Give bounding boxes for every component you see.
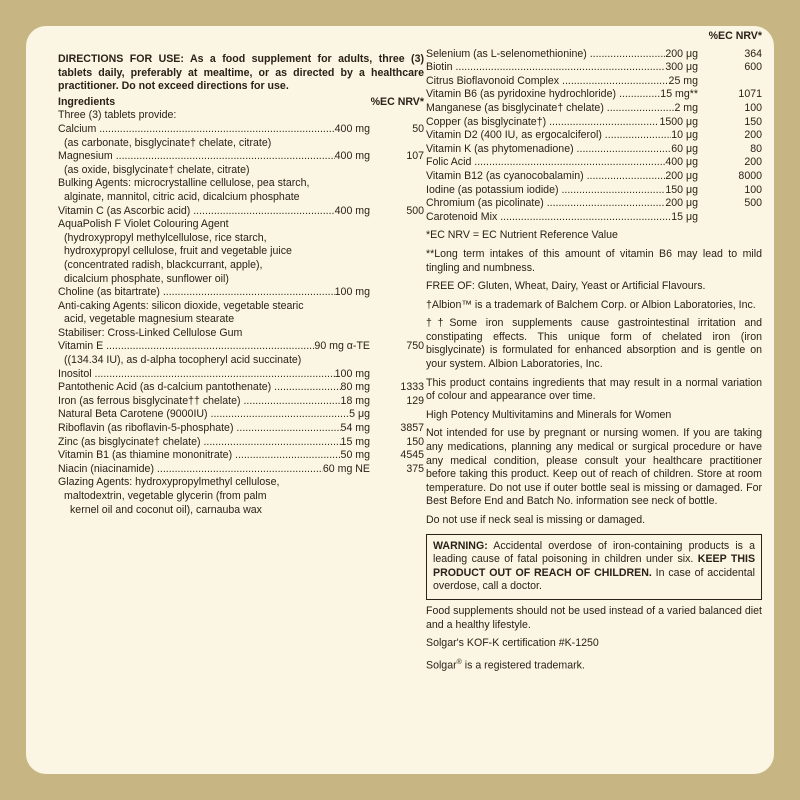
left-column [58,53,424,517]
ingredient-row-magnesium: Magnesium ..... 400 mg 107 [58,150,424,164]
kof-k-certification: Solgar's KOF-K certification #K-1250 [426,637,599,650]
ingredient-row-vitamin-b1: Vitamin B1 (as thiamine mononitrate) ..... 50 mg 4545 [58,449,424,463]
three-tablets-provide: Three (3) tablets provide: [58,109,177,122]
ingredient-row-zinc: Zinc (as bisglycinate† chelate) ..... 15 mg 150 [58,436,424,450]
ingredient-amt: 150 μg [665,183,698,196]
right-ingredient-row [426,88,762,102]
ingredient-nrv: 80 [750,142,762,155]
vitamin-b6-footnote: **Long term intakes of this amount of vitamin B6 may lead to mild tingling and numbness. [426,247,762,274]
aquapolish-line-5: dicalcium phosphate, sunflower oil) [64,272,229,285]
right-ingredient-row [426,197,762,211]
ingredient-name: Carotenoid Mix ..... [426,211,671,225]
right-column [426,30,762,673]
ingredient-name: Selenium (as L-selenomethionine) ..... [426,48,665,62]
iron-warning-box [426,534,762,600]
ingredient-nrv: 100 [744,101,762,114]
ingredient-amt: 15 μg [671,210,698,223]
ingredients-header-row [58,96,424,110]
ingredient-nrv: 200 [744,129,762,142]
aquapolish-line-3: hydroxypropyl cellulose, fruit and vegetable juice [64,245,292,258]
ingredient-amt: 200 μg [665,47,698,60]
right-ingredient-row [426,61,762,75]
iron-footnote: ††Some iron supplements cause gastrointestinal irritation and constipating effects. This unique form of chelated iron (iron bisglycinate) is formulated for enhanced absorption and is gentle on your system. Albion Laboratories, Inc. [426,317,762,371]
ingredient-row-vitamin-c: Vitamin C (as Ascorbic acid) ..... 400 mg 500 [58,205,424,219]
ingredient-row-pantothenic-acid: Pantothenic Acid (as d-calcium pantothenate) ..... 80 mg 1333 [58,381,424,395]
right-ingredient-row [426,211,762,225]
ingredient-amt: 1500 μg [659,115,698,128]
warning-label: WARNING: [433,539,488,552]
solgar-trademark-note [426,656,762,673]
aquapolish-line-1: AquaPolish F Violet Colouring Agent [58,218,229,231]
ingredient-amt: 15 mg** [660,88,698,101]
anti-caking-line-2: acid, vegetable magnesium stearate [64,313,235,326]
directions-for-use: DIRECTIONS FOR USE: As a food supplement for adults, three (3) tablets daily, preferably at mealtime, or as directed by a healthcare practitioner. Do not exceed directions for use. [58,53,424,93]
bulking-agents-line-1: Bulking Agents: microcrystalline cellulose, pea starch, [58,177,310,190]
ingredient-amt: 25 mg [668,74,698,87]
ingredient-name: Copper (as bisglycinate†) ..... [426,116,659,130]
warning-keep-out-of-reach: KEEP THIS PRODUCT OUT OF REACH OF CHILDREN. [433,553,756,579]
ingredient-name: Chromium (as picolinate) ..... [426,197,665,211]
aquapolish-line-2: (hydroxypropyl methylcellulose, rice starch, [64,231,267,244]
ingredient-nrv: 1071 [738,88,762,101]
anti-caking-line-1: Anti-caking Agents: silicon dioxide, vegetable stearic [58,299,304,312]
ingredient-name: Vitamin B6 (as pyridoxine hydrochloride) ..... [426,88,660,102]
nrv-footnote: *EC NRV = EC Nutrient Reference Value [426,229,618,242]
ingredient-row-vitamin-e: Vitamin E ..... 90 mg α-TE 750 [58,340,424,354]
ingredient-name: Manganese (as bisglycinate† chelate) ..... [426,102,674,116]
right-ingredient-row [426,184,762,198]
right-ingredient-row [426,48,762,62]
ingredient-row-inositol: Inositol ..... 100 mg [58,368,424,382]
supplement-label-panel [26,26,774,774]
ingredient-amt: 200 μg [665,197,698,210]
nrv-header: %EC NRV* [370,95,424,108]
ingredient-row-beta-carotene: Natural Beta Carotene (9000IU) ..... 5 μg [58,408,424,422]
product-name: High Potency Multivitamins and Minerals for Women [426,408,672,421]
ingredient-nrv: 600 [744,61,762,74]
ingredient-row-niacin: Niacin (niacinamide) ..... 60 mg NE 375 [58,463,424,477]
ingredient-name: Biotin ..... [426,61,665,75]
ingredient-name: Folic Acid ..... [426,156,665,170]
glazing-agents-line-2: maltodextrin, vegetable glycerin (from palm [64,490,267,502]
neck-seal-note: Do not use if neck seal is missing or damaged. [426,514,646,526]
ingredient-amt: 2 mg [674,101,698,114]
right-nrv-header: %EC NRV* [708,30,762,42]
ingredient-nrv: 200 [744,156,762,169]
right-ingredient-row [426,143,762,157]
ingredient-nrv: 100 [744,183,762,196]
ingredient-amt: 10 μg [671,129,698,142]
right-ingredient-row [426,129,762,143]
solgar-brand: Solgar [426,659,457,672]
ingredient-row-choline: Choline (as bitartrate) ..... 100 mg [58,286,424,300]
warning-text-2: In case of accidental overdose, call a doctor. [433,566,755,593]
ingredient-nrv: 500 [744,197,762,210]
calcium-sources: (as carbonate, bisglycinate† chelate, citrate) [64,136,272,149]
ingredient-nrv: 364 [744,47,762,60]
right-ingredient-row [426,170,762,184]
vitamin-e-sources: ((134.34 IU), as d-alpha tocopheryl acid succinate) [64,354,302,367]
ingredient-name: Iodine (as potassium iodide) ..... [426,184,665,198]
ingredient-name: Vitamin B12 (as cyanocobalamin) ..... [426,170,665,184]
ingredient-name: Vitamin K (as phytomenadione) ..... [426,143,671,157]
ingredient-amt: 200 μg [665,169,698,182]
ingredient-name: Citrus Bioflavonoid Complex ..... [426,75,669,89]
ingredient-row-calcium: Calcium ..... 400 mg 50 [58,123,424,137]
right-ingredient-row [426,102,762,116]
ingredient-nrv: 150 [744,115,762,128]
aquapolish-line-4: (concentrated radish, blackcurrant, apple), [64,258,263,271]
right-ingredient-row [426,156,762,170]
food-supplement-note: Food supplements should not be used instead of a varied balanced diet and a healthy lifestyle. [426,604,762,631]
ingredient-row-iron: Iron (as ferrous bisglycinate†† chelate) ..... 18 mg 129 [58,395,424,409]
warning-text-1: Accidental overdose of iron-containing products is a leading cause of fatal poisoning in children under six. [433,539,755,566]
ingredient-amt: 300 μg [665,61,698,74]
ingredient-amt: 400 μg [665,156,698,169]
free-of-statement: FREE OF: Gluten, Wheat, Dairy, Yeast or Artificial Flavours. [426,280,706,293]
right-ingredient-row [426,75,762,89]
solgar-trademark-text: is a registered trademark. [461,659,585,672]
glazing-agents-line-3: kernel oil and coconut oil), carnauba wax [70,503,262,516]
stabiliser: Stabiliser: Cross-Linked Cellulose Gum [58,326,243,339]
colour-variation-note: This product contains ingredients that may result in a normal variation of colour and appearance over time. [426,376,762,403]
albion-trademark-note: †Albion™ is a trademark of Balchem Corp. or Albion Laboratories, Inc. [426,298,756,311]
ingredient-amt: 60 μg [671,142,698,155]
glazing-agents-line-1: Glazing Agents: hydroxypropylmethyl cellulose, [58,476,280,489]
right-ingredient-list [426,48,762,225]
registered-mark: ® [456,658,462,666]
right-ingredient-row [426,116,762,130]
usage-cautions: Not intended for use by pregnant or nursing women. If you are taking any medications, planning any medical or surgical procedure or have any medical condition, please consult your healthcare practitioner before taking this product. Keep out of reach of children. Store at room temperature. Do not use if outer bottle seal is missing or damaged. For Best Before End and Batch No. information see neck of bottle. [426,427,762,508]
bulking-agents-line-2: alginate, mannitol, citric acid, dicalcium phosphate [64,190,300,203]
ingredient-nrv: 8000 [738,169,762,182]
ingredient-name: Vitamin D2 (400 IU, as ergocalciferol) ..... [426,129,671,143]
ingredient-row-riboflavin: Riboflavin (as riboflavin-5-phosphate) ..... 54 mg 3857 [58,422,424,436]
ingredients-header: Ingredients [58,95,116,108]
magnesium-sources: (as oxide, bisglycinate† chelate, citrate) [64,163,250,176]
